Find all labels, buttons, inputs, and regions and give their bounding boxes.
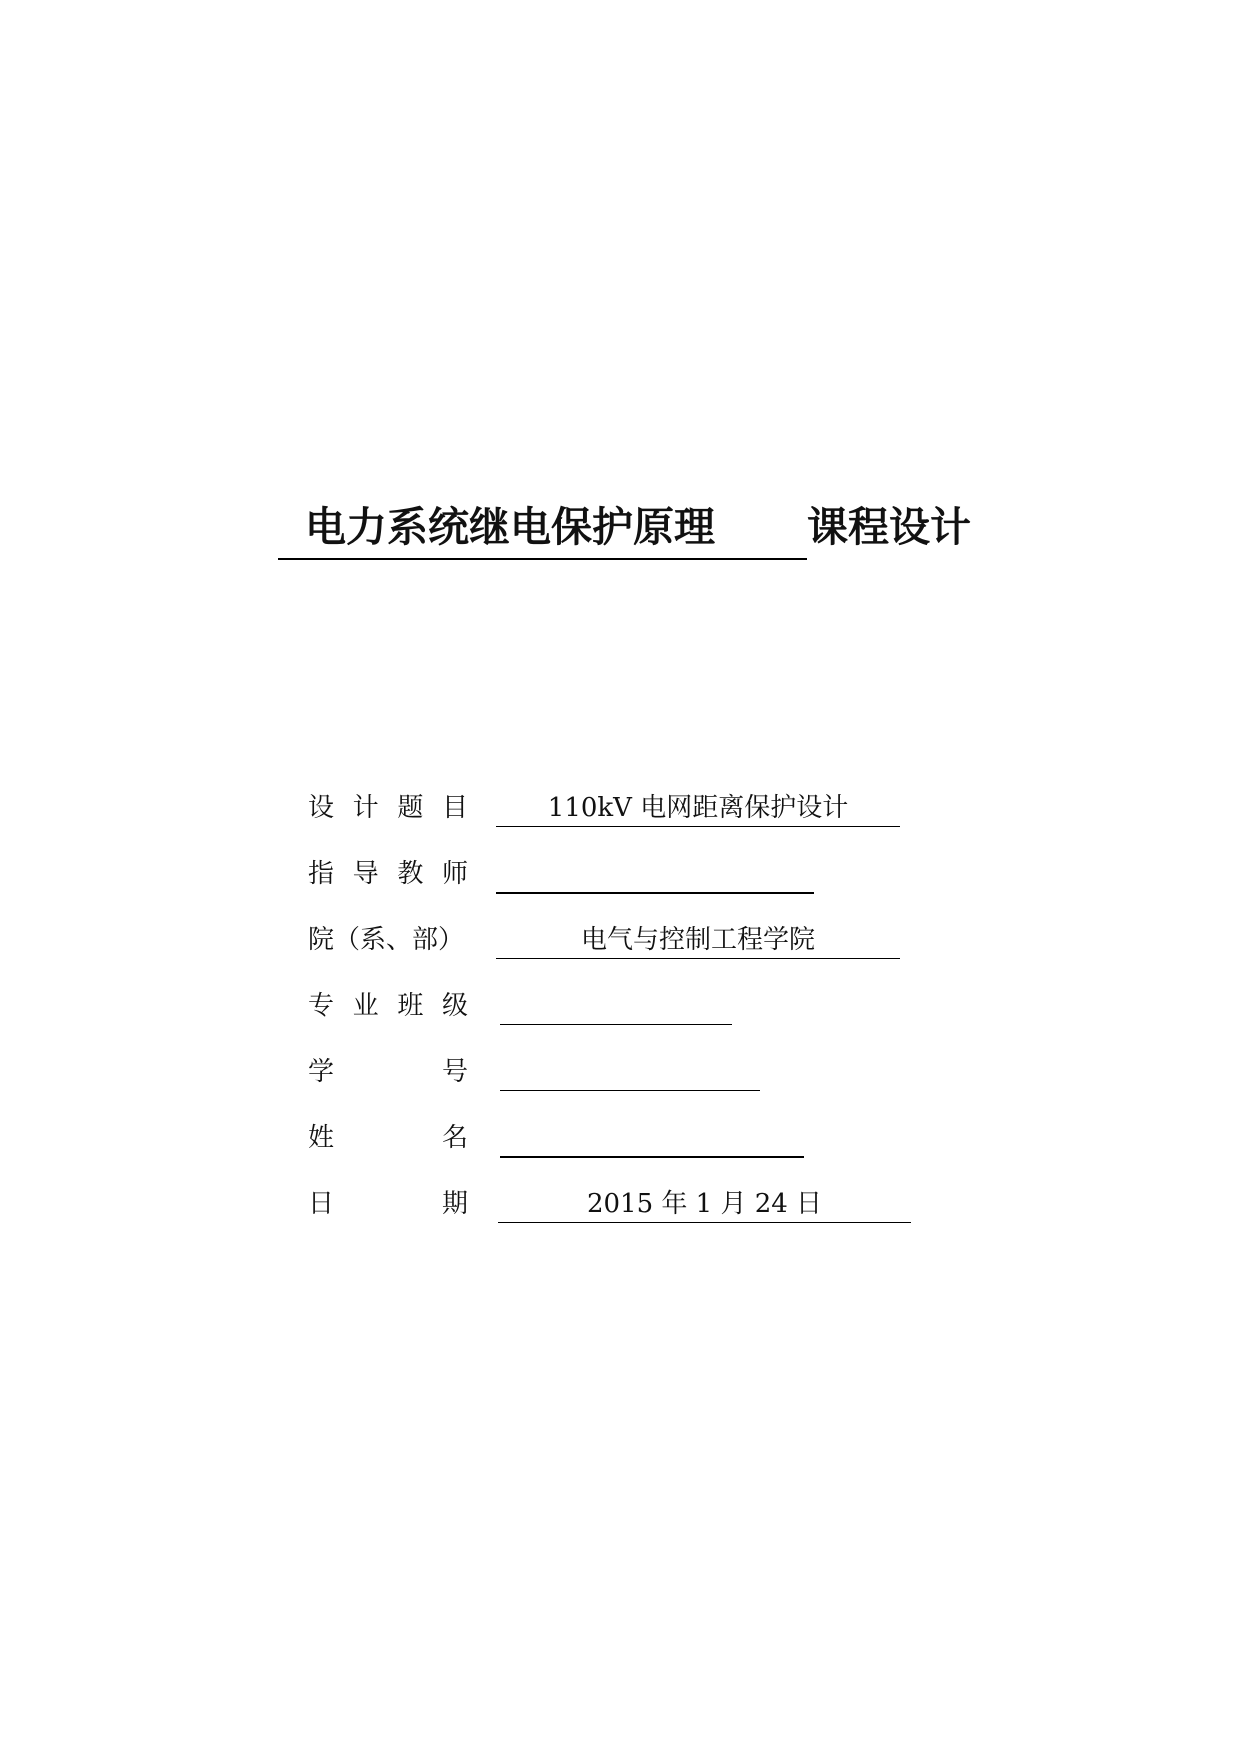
field-value-class [500,988,732,1025]
field-label: 姓 名 [308,1123,468,1153]
field-label: 设 计 题 目 [308,793,468,823]
title-suffix: 课程设计 [807,503,971,551]
field-student-id [0,1054,1241,1094]
field-dept [0,922,1241,962]
field-value-advisor [496,856,814,894]
field-value-date: 2015 年 1 月 24 日 [498,1186,911,1223]
field-value-dept: 电气与控制工程学院 [496,922,900,959]
field-value-topic: 110kV 电网距离保护设计 [496,790,900,827]
document-title [0,498,1241,558]
field-label: 日 期 [308,1189,468,1219]
field-topic [0,790,1241,830]
course-name: 电力系统继电保护原理 [305,503,715,551]
field-label: 专 业 班 级 [308,991,468,1021]
field-value-name [500,1120,804,1158]
field-label: 学 号 [308,1057,468,1087]
field-label: 指 导 教 师 [308,859,468,889]
field-value-student-id [500,1054,760,1091]
field-advisor [0,856,1241,896]
field-label: 院（系、部） [308,925,465,955]
field-date [0,1186,1241,1226]
field-name [0,1120,1241,1160]
field-class [0,988,1241,1028]
